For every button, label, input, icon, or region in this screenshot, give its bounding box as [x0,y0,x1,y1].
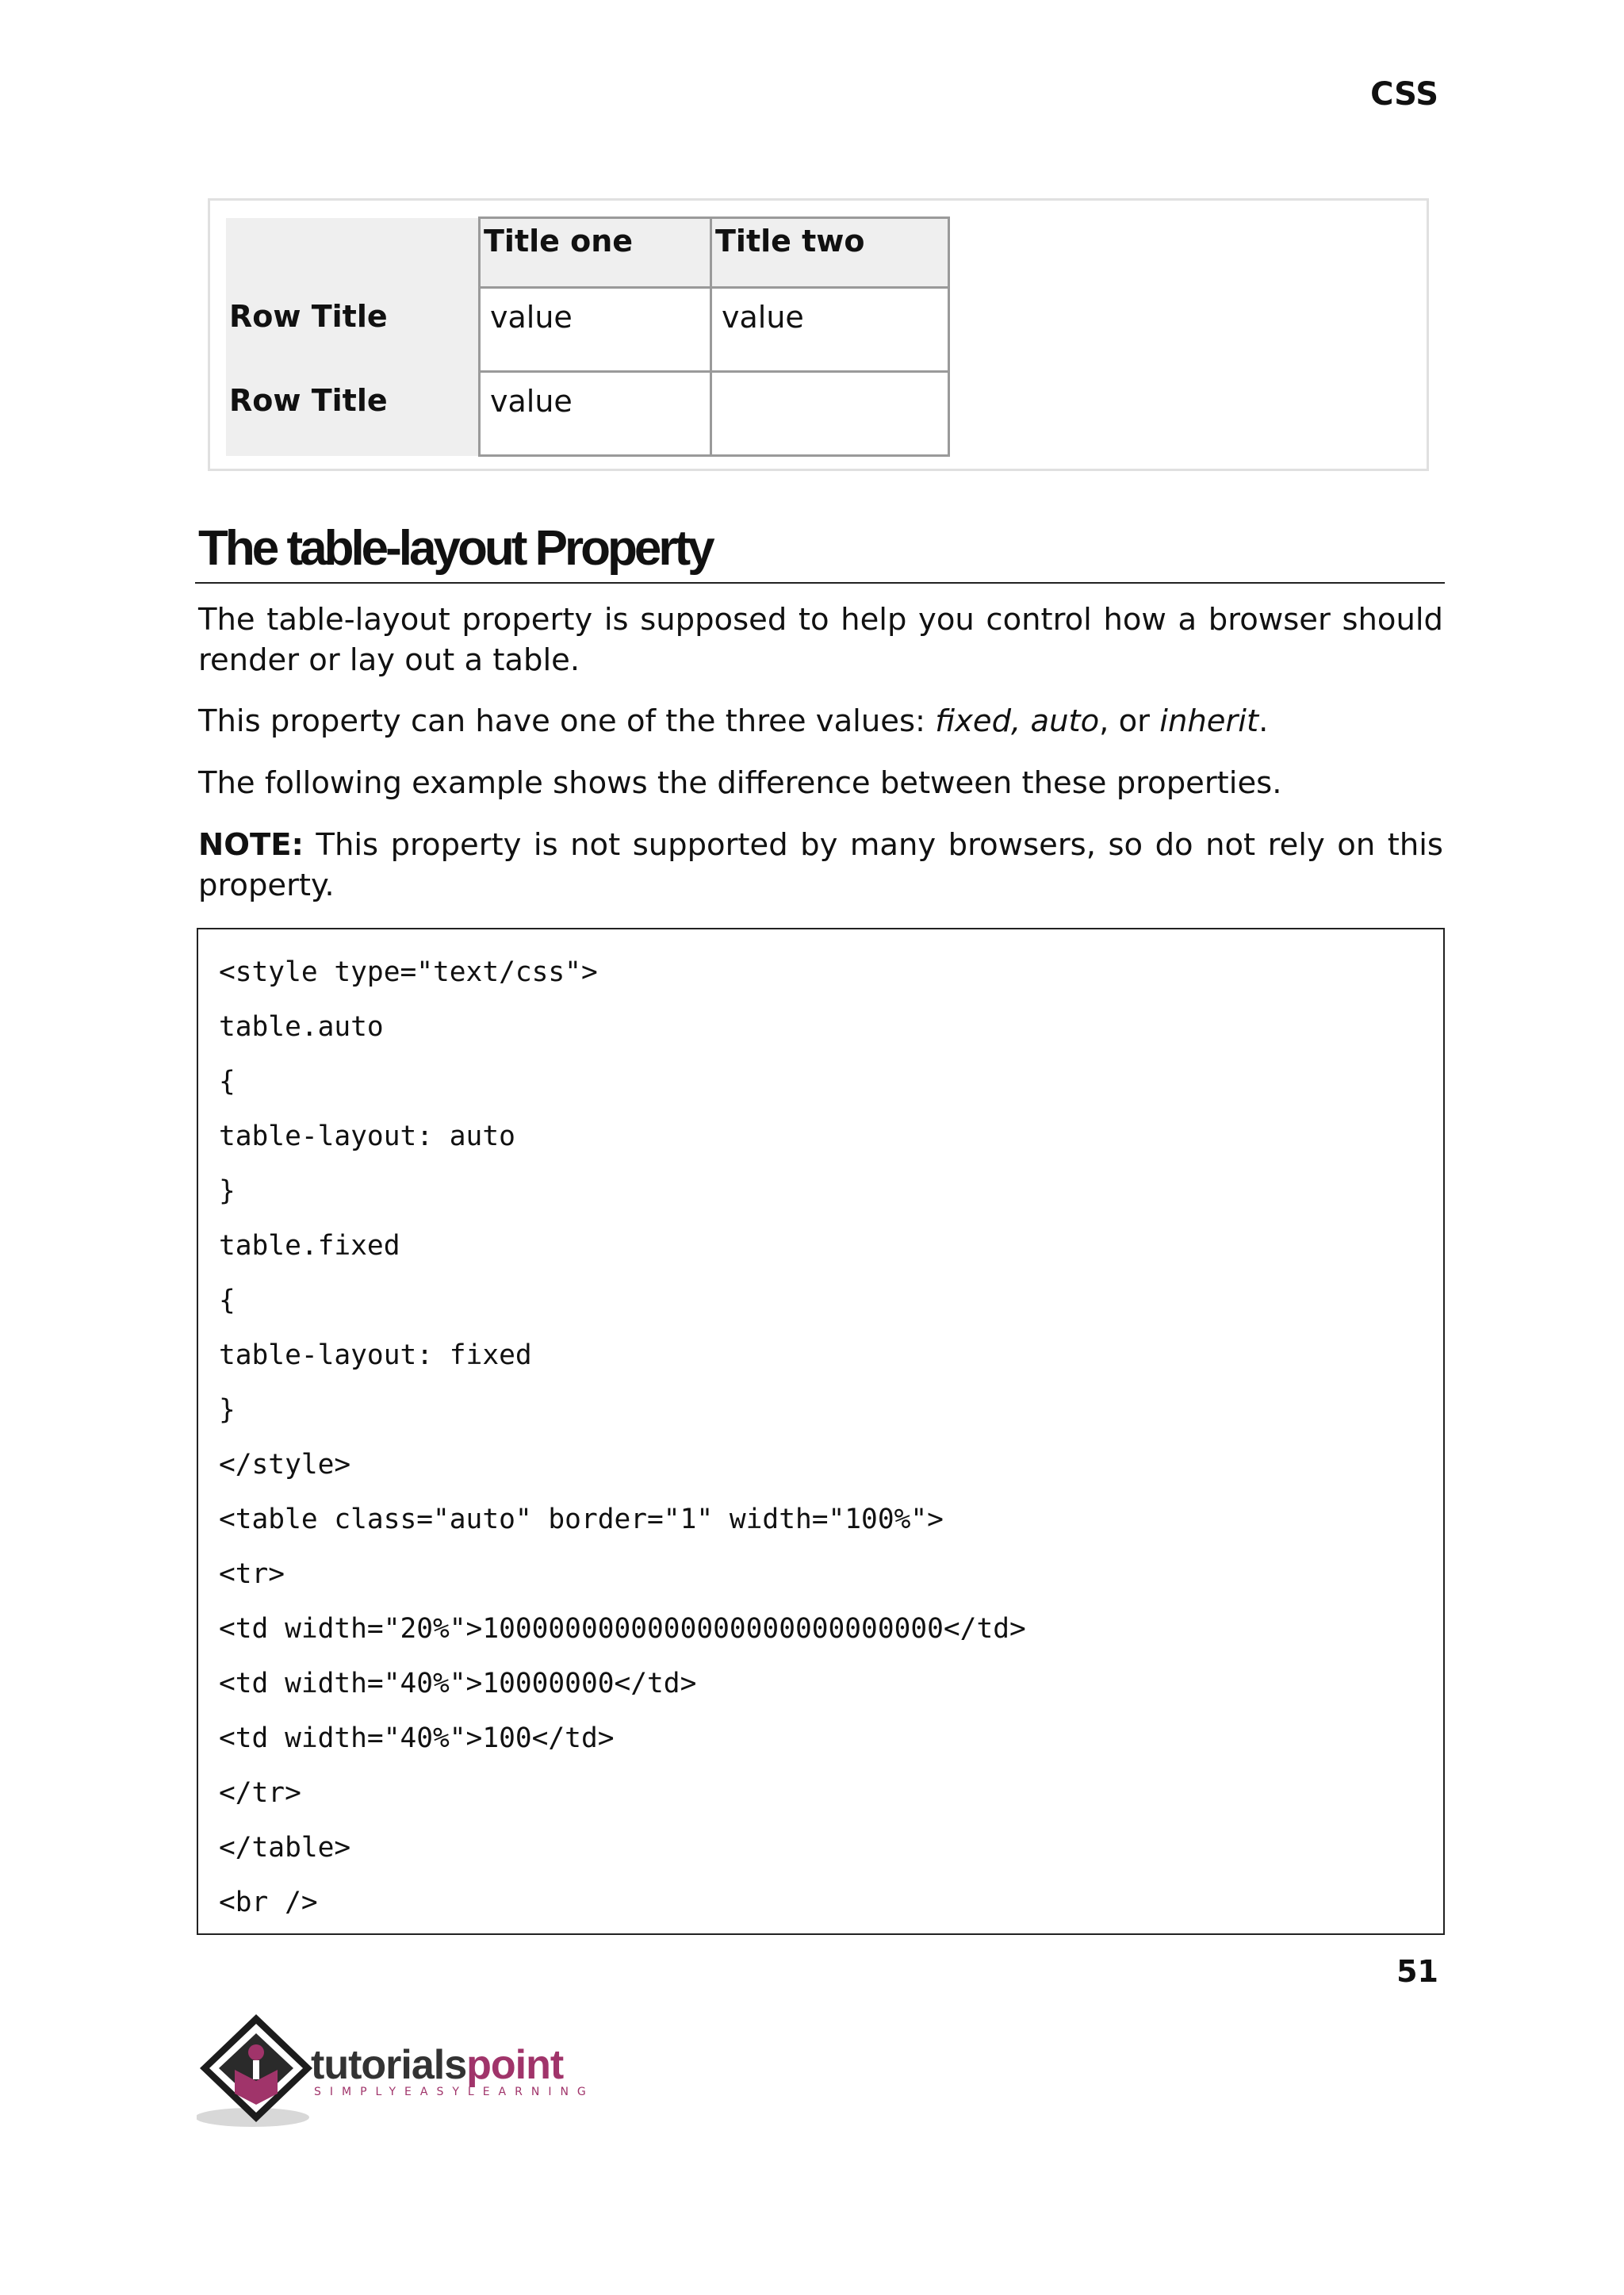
code-line: } [219,1175,236,1207]
code-line: <td width="40%">10000000</td> [219,1668,697,1699]
code-line: <style type="text/css"> [219,956,598,988]
text-span: . [1258,703,1269,739]
code-line: <br /> [219,1887,318,1918]
paragraph-intro: The table-layout property is supposed to help you control how a browser should render or lay out a table. [198,602,1443,678]
code-line: <td width="20%">1000000000000000000000000000</td> [219,1613,1026,1645]
row-title: Row Title [226,288,480,372]
table-cell: value [711,288,949,372]
code-line: table-layout: auto [219,1121,515,1152]
table-cell: value [480,288,711,372]
text-span: This property can have one of the three values: [198,703,936,739]
table-header-row [226,218,949,288]
table-row [226,372,949,456]
section-heading: The table-layout Property [198,521,712,576]
row-title: Row Title [226,372,480,456]
code-line: </table> [219,1832,351,1864]
code-line: { [219,1066,236,1098]
column-header: Title one [480,218,711,288]
code-line: table.fixed [219,1230,400,1262]
logo-word-tutorials: tutorials [311,2042,467,2088]
code-line: </tr> [219,1777,301,1809]
table-cell [711,372,949,456]
example-output-box [208,198,1429,471]
paragraph-example: The following example shows the difference between these properties. [198,765,1282,801]
code-line: { [219,1285,236,1316]
code-line: table.auto [219,1011,384,1043]
example-table [226,216,950,457]
note-label: NOTE: [198,827,304,863]
logo-wordmark [311,2041,563,2089]
running-header: CSS [1370,76,1438,113]
paragraph-values [198,701,1443,741]
heading-underline [195,582,1445,584]
tutorialspoint-logo-icon [197,2011,316,2130]
logo-tagline: SIMPLYEASYLEARNING [314,2086,595,2098]
code-line: <tr> [219,1558,285,1590]
code-line: </style> [219,1449,351,1481]
page-number: 51 [1396,1954,1438,1989]
table-corner-cell [226,218,480,288]
italic-values: fixed, auto [935,703,1100,739]
italic-value: inherit [1159,703,1259,739]
paragraph-note [198,825,1443,906]
note-text: This property is not supported by many browsers, so do not rely on this property. [198,827,1443,903]
code-line: table-layout: fixed [219,1339,532,1371]
code-line: <table class="auto" border="1" width="100%"> [219,1504,944,1535]
code-line: <td width="40%">100</td> [219,1722,615,1754]
logo-word-point: point [466,2042,564,2088]
text-span: , or [1099,703,1160,739]
column-header: Title two [711,218,949,288]
table-cell: value [480,372,711,456]
table-row [226,288,949,372]
code-block [197,928,1445,1935]
code-line: } [219,1394,236,1426]
